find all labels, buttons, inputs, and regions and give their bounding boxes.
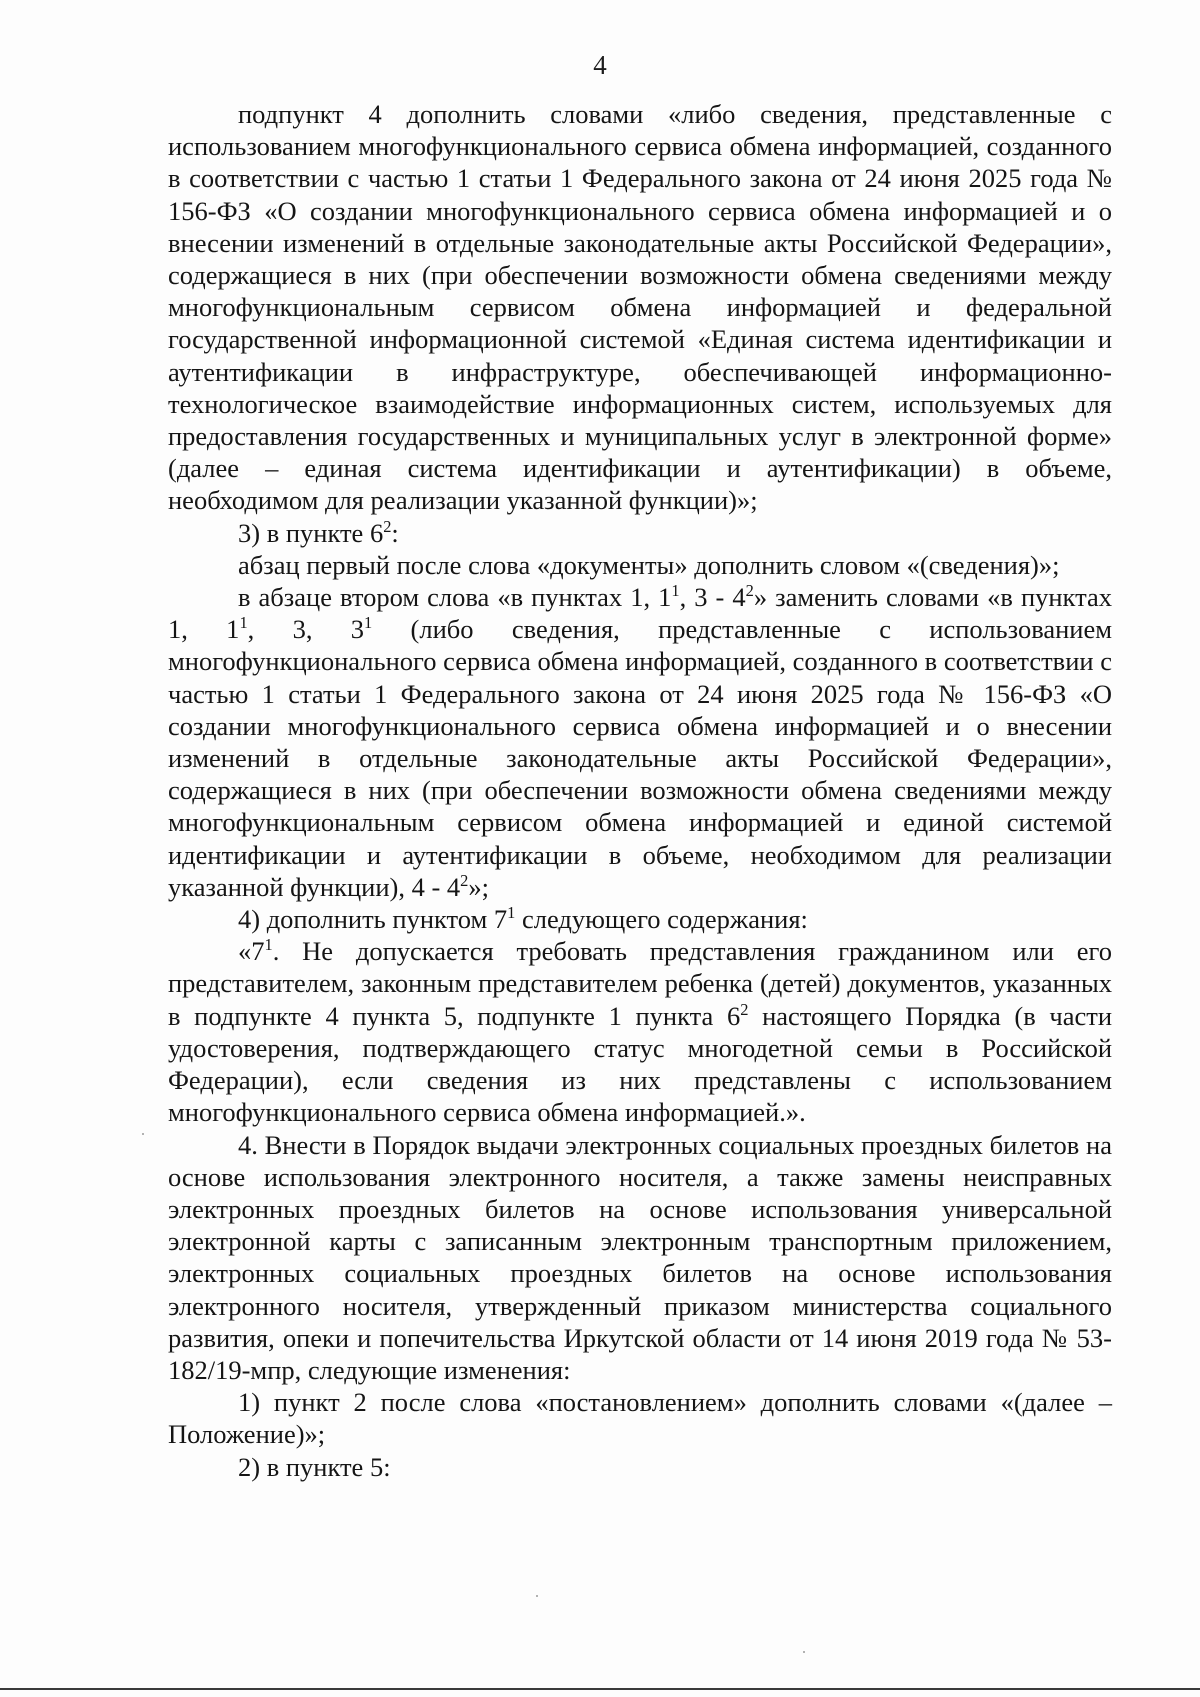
superscript: 2 [745, 580, 754, 600]
paragraph-second-abzats [168, 581, 1112, 903]
superscript: 2 [740, 999, 749, 1019]
paragraph-text: абзац первый после слова «документы» дополнить словом «(сведения)»; [238, 549, 1060, 580]
paragraph-text: , 3 - 4 [679, 582, 746, 613]
paragraph-section-4-item-2 [168, 1451, 1112, 1483]
page-number: 4 [593, 50, 607, 80]
paragraph-text: следующего содержания: [515, 904, 808, 935]
scan-edge-line [0, 1688, 1200, 1690]
document-body [168, 98, 1112, 1483]
paragraph-text: 4) дополнить пунктом 7 [238, 904, 508, 935]
paragraph-first-abzats [168, 549, 1112, 581]
scan-speck [803, 1651, 805, 1653]
superscript: 1 [264, 935, 273, 955]
superscript: 1 [671, 580, 680, 600]
paragraph-text: »; [468, 871, 489, 902]
paragraph-item-3-heading [168, 517, 1112, 549]
paragraph-text: » заменить словами «в пунктах 1, 1 [168, 582, 1112, 645]
paragraph-text: 4. Внести в Порядок выдачи электронных социальных проездных билетов на основе использования электронного носителя, а также замены неисправных электронных проездных билетов на основе использования универсальной электронной карты с записанным электронным транспортным приложением, электронных социальных проездных билетов на основе использования электронного носителя, утвержденный приказом министерства социального развития, опеки и попечительства Иркутской области от 14 июня 2019 года № 53-182/19-мпр, следующие изменения: [168, 1129, 1112, 1385]
superscript: 1 [507, 902, 516, 922]
paragraph-text: 3) в пункте 6 [238, 517, 384, 548]
paragraph-section-4 [168, 1129, 1112, 1387]
paragraph-text: . Не допускается требовать представления гражданином или его представителем, законным представителем ребенка (детей) документов, указанных в подпункте 4 пункта 5, подпункте 1 пункта 6 [168, 936, 1112, 1031]
superscript: 2 [383, 516, 392, 536]
paragraph-text: в абзаце втором слова «в пунктах 1, 1 [238, 582, 672, 613]
superscript: 1 [364, 613, 373, 633]
paragraph-text: 2) в пункте 5: [238, 1451, 391, 1482]
superscript: 1 [239, 613, 248, 633]
superscript: 2 [460, 870, 469, 890]
paragraph-subitem-4-addition [168, 98, 1112, 517]
paragraph-section-4-item-1 [168, 1386, 1112, 1450]
paragraph-text: настоящего Порядка (в части удостоверения, подтверждающего статус многодетной семьи в Российской Федерации), если сведения из них представлены с использованием многофункционального сервиса обмена информацией.». [168, 1000, 1113, 1128]
scan-speck [142, 1133, 144, 1135]
paragraph-text: 1) пункт 2 после слова «постановлением» дополнить словами «(далее – Положение)»; [168, 1387, 1112, 1450]
paragraph-text: , 3, 3 [247, 614, 365, 645]
paragraph-text: : [391, 517, 399, 548]
paragraph-text: «7 [238, 936, 265, 967]
paragraph-item-4-heading [168, 903, 1112, 935]
paragraph-text: (либо сведения, представленные с использованием многофункционального сервиса обмена информацией, созданного в соответствии с частью 1 статьи 1 Федерального закона от 24 июня 2025 года № 156-ФЗ «О создании многофункционального сервиса обмена информацией и о внесении изменений в отдельные законодательные акты Российской Федерации», содержащиеся в них (при обеспечении возможности обмена сведениями между многофункциональным сервисом обмена информацией и единой системой идентификации и аутентификации в объеме, необходимом для реализации указанной функции), 4 - 4 [168, 614, 1113, 902]
scan-speck [536, 1595, 538, 1597]
paragraph-item-7-1-content [168, 935, 1112, 1128]
paragraph-text: подпункт 4 дополнить словами «либо сведения, представленные с использованием многофункционального сервиса обмена информацией, созданного в соответствии с частью 1 статьи 1 Федерального закона от 24 июня 2025 года № 156-ФЗ «О создании многофункционального сервиса обмена информацией и о внесении изменений в отдельные законодательные акты Российской Федерации», содержащиеся в них (при обеспечении возможности обмена сведениями между многофункциональным сервисом обмена информацией и федеральной государственной информационной системой «Единая система идентификации и аутентификации в инфраструктуре, обеспечивающей информационно-технологическое взаимодействие информационных систем, используемых для предоставления государственных и муниципальных услуг в электронной форме» (далее – единая система идентификации и аутентификации) в объеме, необходимом для реализации указанной функции)»; [168, 99, 1112, 516]
